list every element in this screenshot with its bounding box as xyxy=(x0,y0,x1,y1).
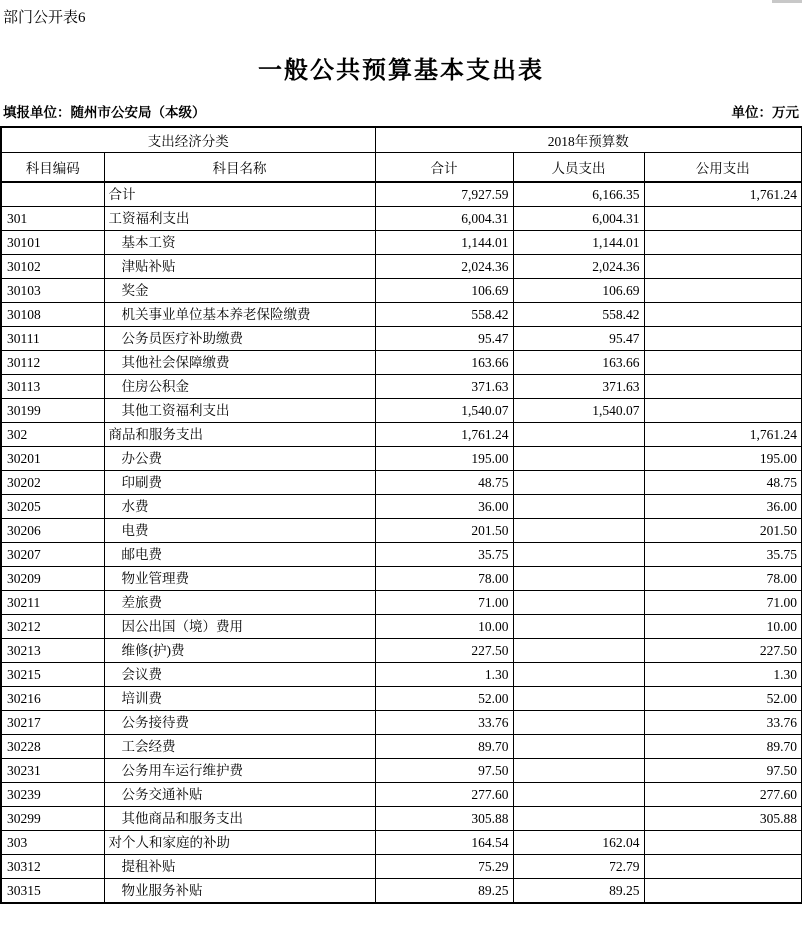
cell-total: 1.30 xyxy=(375,663,513,687)
cell-personnel xyxy=(513,543,644,567)
cell-code: 303 xyxy=(1,831,104,855)
cell-code: 30217 xyxy=(1,711,104,735)
cell-name: 公务员医疗补助缴费 xyxy=(104,327,375,351)
cell-personnel xyxy=(513,519,644,543)
cell-personnel xyxy=(513,759,644,783)
cell-personnel: 106.69 xyxy=(513,279,644,303)
cell-name: 邮电费 xyxy=(104,543,375,567)
cell-code: 30312 xyxy=(1,855,104,879)
cell-personnel: 6,166.35 xyxy=(513,182,644,207)
cell-total: 52.00 xyxy=(375,687,513,711)
cell-public: 201.50 xyxy=(644,519,802,543)
cell-personnel xyxy=(513,567,644,591)
table-row xyxy=(1,687,802,711)
cell-total: 48.75 xyxy=(375,471,513,495)
cell-total: 558.42 xyxy=(375,303,513,327)
cell-code: 30108 xyxy=(1,303,104,327)
cell-total: 1,540.07 xyxy=(375,399,513,423)
table-row xyxy=(1,711,802,735)
table-row xyxy=(1,423,802,447)
cell-personnel xyxy=(513,807,644,831)
cell-total: 106.69 xyxy=(375,279,513,303)
cell-total: 10.00 xyxy=(375,615,513,639)
cell-personnel xyxy=(513,663,644,687)
cell-name: 会议费 xyxy=(104,663,375,687)
cell-personnel: 558.42 xyxy=(513,303,644,327)
cell-name: 奖金 xyxy=(104,279,375,303)
table-row xyxy=(1,831,802,855)
cell-personnel xyxy=(513,591,644,615)
cell-total: 1,761.24 xyxy=(375,423,513,447)
cell-code: 30112 xyxy=(1,351,104,375)
cell-personnel xyxy=(513,687,644,711)
header-col-name: 科目名称 xyxy=(104,153,375,183)
cell-code: 30202 xyxy=(1,471,104,495)
table-row xyxy=(1,519,802,543)
cell-public: 305.88 xyxy=(644,807,802,831)
cell-total: 164.54 xyxy=(375,831,513,855)
cell-total: 33.76 xyxy=(375,711,513,735)
cell-public: 78.00 xyxy=(644,567,802,591)
header-col-total: 合计 xyxy=(375,153,513,183)
cell-total: 6,004.31 xyxy=(375,207,513,231)
cell-public: 71.00 xyxy=(644,591,802,615)
cell-code: 30299 xyxy=(1,807,104,831)
table-row xyxy=(1,207,802,231)
cell-code: 30216 xyxy=(1,687,104,711)
cell-total: 7,927.59 xyxy=(375,182,513,207)
cell-personnel: 162.04 xyxy=(513,831,644,855)
cell-public xyxy=(644,255,802,279)
cell-personnel xyxy=(513,735,644,759)
cell-total: 95.47 xyxy=(375,327,513,351)
cell-personnel: 95.47 xyxy=(513,327,644,351)
cell-total: 36.00 xyxy=(375,495,513,519)
cell-name: 商品和服务支出 xyxy=(104,423,375,447)
unit-note: 单位：万元 xyxy=(731,105,799,120)
budget-table xyxy=(0,126,802,904)
cell-public: 35.75 xyxy=(644,543,802,567)
cell-code: 30113 xyxy=(1,375,104,399)
cell-name: 维修(护)费 xyxy=(104,639,375,663)
reporting-unit: 填报单位：随州市公安局（本级） xyxy=(3,105,206,120)
cell-code: 30228 xyxy=(1,735,104,759)
cell-code: 30201 xyxy=(1,447,104,471)
cell-public: 1,761.24 xyxy=(644,182,802,207)
table-row xyxy=(1,591,802,615)
cell-name: 住房公积金 xyxy=(104,375,375,399)
table-row xyxy=(1,471,802,495)
cell-total: 89.25 xyxy=(375,879,513,904)
header-col-personnel: 人员支出 xyxy=(513,153,644,183)
cell-name: 物业服务补贴 xyxy=(104,879,375,904)
cell-public xyxy=(644,879,802,904)
cell-code: 302 xyxy=(1,423,104,447)
cell-public xyxy=(644,351,802,375)
window-edge xyxy=(772,0,802,3)
cell-code: 30199 xyxy=(1,399,104,423)
cell-public xyxy=(644,327,802,351)
cell-name: 因公出国（境）费用 xyxy=(104,615,375,639)
cell-name: 差旅费 xyxy=(104,591,375,615)
table-row xyxy=(1,783,802,807)
cell-name: 津贴补贴 xyxy=(104,255,375,279)
table-row xyxy=(1,399,802,423)
doc-label: 部门公开表6 xyxy=(3,10,86,26)
cell-total: 89.70 xyxy=(375,735,513,759)
cell-code: 30103 xyxy=(1,279,104,303)
cell-name: 工会经费 xyxy=(104,735,375,759)
cell-public: 33.76 xyxy=(644,711,802,735)
table-row xyxy=(1,351,802,375)
cell-public xyxy=(644,303,802,327)
cell-name: 培训费 xyxy=(104,687,375,711)
cell-name: 公务交通补贴 xyxy=(104,783,375,807)
table-row xyxy=(1,567,802,591)
cell-personnel xyxy=(513,615,644,639)
table-row xyxy=(1,807,802,831)
cell-name: 水费 xyxy=(104,495,375,519)
cell-code: 30101 xyxy=(1,231,104,255)
cell-public: 1.30 xyxy=(644,663,802,687)
cell-code: 30209 xyxy=(1,567,104,591)
cell-total: 2,024.36 xyxy=(375,255,513,279)
table-row xyxy=(1,303,802,327)
header-cols-row xyxy=(1,153,802,183)
cell-code: 30205 xyxy=(1,495,104,519)
table-row xyxy=(1,375,802,399)
table-row xyxy=(1,543,802,567)
cell-name: 对个人和家庭的补助 xyxy=(104,831,375,855)
cell-total: 195.00 xyxy=(375,447,513,471)
cell-public xyxy=(644,375,802,399)
cell-public xyxy=(644,831,802,855)
cell-personnel: 89.25 xyxy=(513,879,644,904)
cell-name: 其他工资福利支出 xyxy=(104,399,375,423)
table-row xyxy=(1,495,802,519)
cell-code: 301 xyxy=(1,207,104,231)
table-row xyxy=(1,255,802,279)
cell-name: 合计 xyxy=(104,182,375,207)
header-expense-classification: 支出经济分类 xyxy=(1,127,375,153)
table-row xyxy=(1,231,802,255)
cell-personnel: 371.63 xyxy=(513,375,644,399)
cell-personnel xyxy=(513,471,644,495)
cell-personnel: 2,024.36 xyxy=(513,255,644,279)
cell-code: 30111 xyxy=(1,327,104,351)
cell-public: 10.00 xyxy=(644,615,802,639)
meta-row xyxy=(3,101,799,119)
cell-total: 97.50 xyxy=(375,759,513,783)
cell-public xyxy=(644,231,802,255)
cell-public: 277.60 xyxy=(644,783,802,807)
table-row xyxy=(1,279,802,303)
cell-code: 30213 xyxy=(1,639,104,663)
cell-public: 48.75 xyxy=(644,471,802,495)
cell-personnel xyxy=(513,639,644,663)
header-group-row xyxy=(1,127,802,153)
budget-table-body xyxy=(1,182,802,903)
table-row xyxy=(1,447,802,471)
cell-total: 1,144.01 xyxy=(375,231,513,255)
cell-public: 97.50 xyxy=(644,759,802,783)
cell-code xyxy=(1,182,104,207)
cell-total: 35.75 xyxy=(375,543,513,567)
cell-code: 30239 xyxy=(1,783,104,807)
cell-personnel xyxy=(513,495,644,519)
cell-public xyxy=(644,855,802,879)
cell-total: 371.63 xyxy=(375,375,513,399)
cell-personnel: 163.66 xyxy=(513,351,644,375)
page-title: 一般公共预算基本支出表 xyxy=(258,58,544,84)
cell-total: 201.50 xyxy=(375,519,513,543)
cell-personnel xyxy=(513,783,644,807)
cell-total: 227.50 xyxy=(375,639,513,663)
cell-public: 89.70 xyxy=(644,735,802,759)
cell-public: 227.50 xyxy=(644,639,802,663)
cell-code: 30315 xyxy=(1,879,104,904)
cell-name: 工资福利支出 xyxy=(104,207,375,231)
cell-personnel: 1,144.01 xyxy=(513,231,644,255)
cell-total: 78.00 xyxy=(375,567,513,591)
cell-total: 71.00 xyxy=(375,591,513,615)
cell-total: 277.60 xyxy=(375,783,513,807)
cell-total: 163.66 xyxy=(375,351,513,375)
cell-code: 30207 xyxy=(1,543,104,567)
cell-name: 电费 xyxy=(104,519,375,543)
header-col-public: 公用支出 xyxy=(644,153,802,183)
cell-public: 36.00 xyxy=(644,495,802,519)
cell-name: 基本工资 xyxy=(104,231,375,255)
table-row xyxy=(1,855,802,879)
table-row xyxy=(1,639,802,663)
cell-code: 30212 xyxy=(1,615,104,639)
cell-name: 公务用车运行维护费 xyxy=(104,759,375,783)
cell-name: 物业管理费 xyxy=(104,567,375,591)
cell-public xyxy=(644,399,802,423)
cell-public: 1,761.24 xyxy=(644,423,802,447)
cell-name: 印刷费 xyxy=(104,471,375,495)
cell-name: 其他商品和服务支出 xyxy=(104,807,375,831)
table-row xyxy=(1,663,802,687)
cell-personnel xyxy=(513,711,644,735)
cell-personnel xyxy=(513,447,644,471)
cell-personnel: 6,004.31 xyxy=(513,207,644,231)
table-row xyxy=(1,759,802,783)
table-row xyxy=(1,879,802,904)
cell-personnel xyxy=(513,423,644,447)
header-2018-budget: 2018年预算数 xyxy=(375,127,802,153)
cell-code: 30211 xyxy=(1,591,104,615)
table-row xyxy=(1,182,802,207)
cell-total: 305.88 xyxy=(375,807,513,831)
cell-personnel: 1,540.07 xyxy=(513,399,644,423)
cell-code: 30102 xyxy=(1,255,104,279)
cell-total: 75.29 xyxy=(375,855,513,879)
table-row xyxy=(1,735,802,759)
header-col-code: 科目编码 xyxy=(1,153,104,183)
table-row xyxy=(1,327,802,351)
cell-personnel: 72.79 xyxy=(513,855,644,879)
cell-name: 公务接待费 xyxy=(104,711,375,735)
cell-code: 30206 xyxy=(1,519,104,543)
cell-public xyxy=(644,207,802,231)
cell-public: 52.00 xyxy=(644,687,802,711)
table-row xyxy=(1,615,802,639)
cell-name: 提租补贴 xyxy=(104,855,375,879)
cell-name: 办公费 xyxy=(104,447,375,471)
cell-name: 机关事业单位基本养老保险缴费 xyxy=(104,303,375,327)
cell-public xyxy=(644,279,802,303)
cell-public: 195.00 xyxy=(644,447,802,471)
cell-code: 30231 xyxy=(1,759,104,783)
cell-name: 其他社会保障缴费 xyxy=(104,351,375,375)
cell-code: 30215 xyxy=(1,663,104,687)
